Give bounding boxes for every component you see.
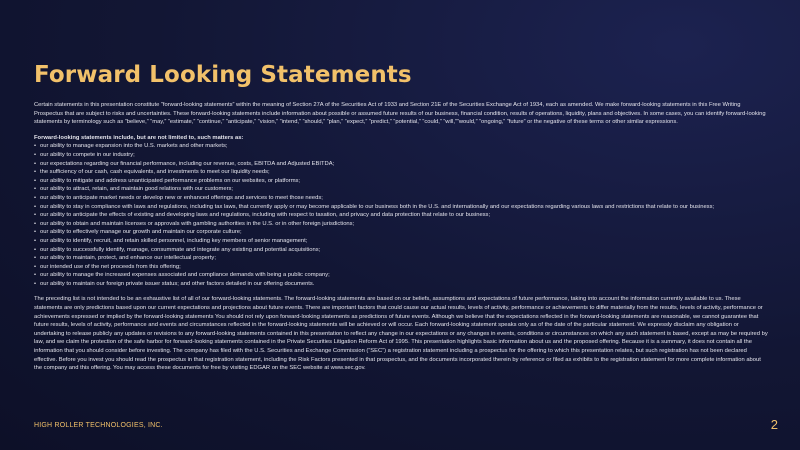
list-item: • our ability to maintain our foreign private issuer status; and other factors detailed in our offering documents. xyxy=(34,280,768,289)
list-item: • our ability to mitigate and address unanticipated performance problems on our websites, or platforms; xyxy=(34,177,768,186)
list-item: • our ability to identify, recruit, and retain skilled personnel, including key members of senior management; xyxy=(34,237,768,246)
list-item: • our ability to attract, retain, and maintain good relations with our customers; xyxy=(34,185,768,194)
list-item: • our ability to anticipate the effects of existing and developing laws and regulations, including with respect to taxation, and privacy and data protection that relate to our business; xyxy=(34,211,768,220)
list-item: • our ability to maintain, protect, and enhance our intellectual property; xyxy=(34,254,768,263)
disclaimer-content xyxy=(34,101,768,373)
list-item: • our intended use of the net proceeds from this offering; xyxy=(34,263,768,272)
intro-paragraph: Certain statements in this presentation constitute “forward-looking statements” within the meaning of Section 27A of the Securities Act of 1933 and Section 21E of the Securities Exchange Act of 1934, each as amended. We make forward-looking statements in this Free Writing Prospectus that are subject to risks and uncertainties. These forward-looking statements include information about possible or assumed future results of our business, financial condition, results of operations, liquidity, plans and objectives. In some cases, you can identify forward-looking statements by terminology such as “believe,” “may,” “estimate,” “continue,” “anticipate,” “vision,” “intend,” “should,” “plan,” “expect,” “predict,” “potential,” “could,” “will,”“would,” “ongoing,” “future” or the negative of these terms or other similar expressions. xyxy=(34,102,766,126)
closing-paragraph: The preceding list is not intended to be an exhaustive list of all of our forward-looking statements. The forward-looking statements are based on our beliefs, assumptions and expectations of future performance, taking into account the information currently available to us. These statements are only predictions based upon our current expectations and projections about future events. There are important factors that could cause our actual results, levels of activity, performance or achievements to differ materially from the results, levels of activity, performance or achievements expressed or implied by the forward-looking statements You should not rely upon forward-looking statements as predictions of future events. Although we believe that the expectations reflected in the forward-looking statements are reasonable, we cannot guarantee that future results, levels of activity, performance and events and circumstances reflected in the forward-looking statements will be achieved or will occur. Each forward-looking statement speaks only as of the date of the particular statement. We expressly disclaim any obligation or undertaking to release publicly any updates or revisions to any forward-looking statements contained in this presentation to reflect any change in our expectations or any changes in events, conditions or circumstances on which any such statement is based, except as may be required by law, and we claim the protection of the safe harbor for forward-looking statements contained in the Private Securities Litigation Reform Act of 1995. This presentation highlights basic information about us and the proposed offering. Because it is a summary, it does not contain all the information that you should consider before investing. The company has filed with the U.S. Securities and Exchange Commission (“SEC”) a registration statement including a prospectus for the offering to which this presentation relates, but such registration has not been declared effective. Before you invest you should read the prospectus in that registration statement, including the Risk Factors presented in that prospectus, and the documents incorporated therein by reference or filed as exhibits to the registration statement for more complete information about the company and this offering. You may access these documents for free by visiting EDGAR on the SEC website at www.sec.gov. xyxy=(34,296,768,372)
list-item: • our ability to effectively manage our growth and maintain our corporate culture; xyxy=(34,228,768,237)
risk-list xyxy=(34,142,768,288)
list-item: • our ability to manage expansion into the U.S. markets and other markets; xyxy=(34,142,768,151)
list-item: • our ability to obtain and maintain licenses or approvals with gambling authorities in the U.S. or in other foreign jurisdictions; xyxy=(34,220,768,229)
list-item: • the sufficiency of our cash, cash equivalents, and investments to meet our liquidity needs; xyxy=(34,168,768,177)
list-heading: Forward-looking statements include, but are not limited to, such matters as: xyxy=(34,134,244,141)
page-title: Forward Looking Statements xyxy=(34,62,412,88)
list-item: • our ability to anticipate market needs or develop new or enhanced offerings and services to meet those needs; xyxy=(34,194,768,203)
list-item: • our ability to manage the increased expenses associated and compliance demands with being a public company; xyxy=(34,271,768,280)
page-number: 2 xyxy=(770,417,778,432)
footer-company-name: HIGH ROLLER TECHNOLOGIES, INC. xyxy=(34,422,163,429)
list-item: • our ability to successfully identify, manage, consummate and integrate any existing and potential acquisitions; xyxy=(34,246,768,255)
list-item: • our ability to compete in our industry; xyxy=(34,151,768,160)
list-item: • our ability to stay in compliance with laws and regulations, including tax laws, that currently apply or may become applicable to our business both in the U.S. and internationally and our expectations regarding various laws and restrictions that relate to our business; xyxy=(34,203,768,212)
list-item: • our expectations regarding our financial performance, including our revenue, costs, EBITDA and Adjusted EBITDA; xyxy=(34,160,768,169)
